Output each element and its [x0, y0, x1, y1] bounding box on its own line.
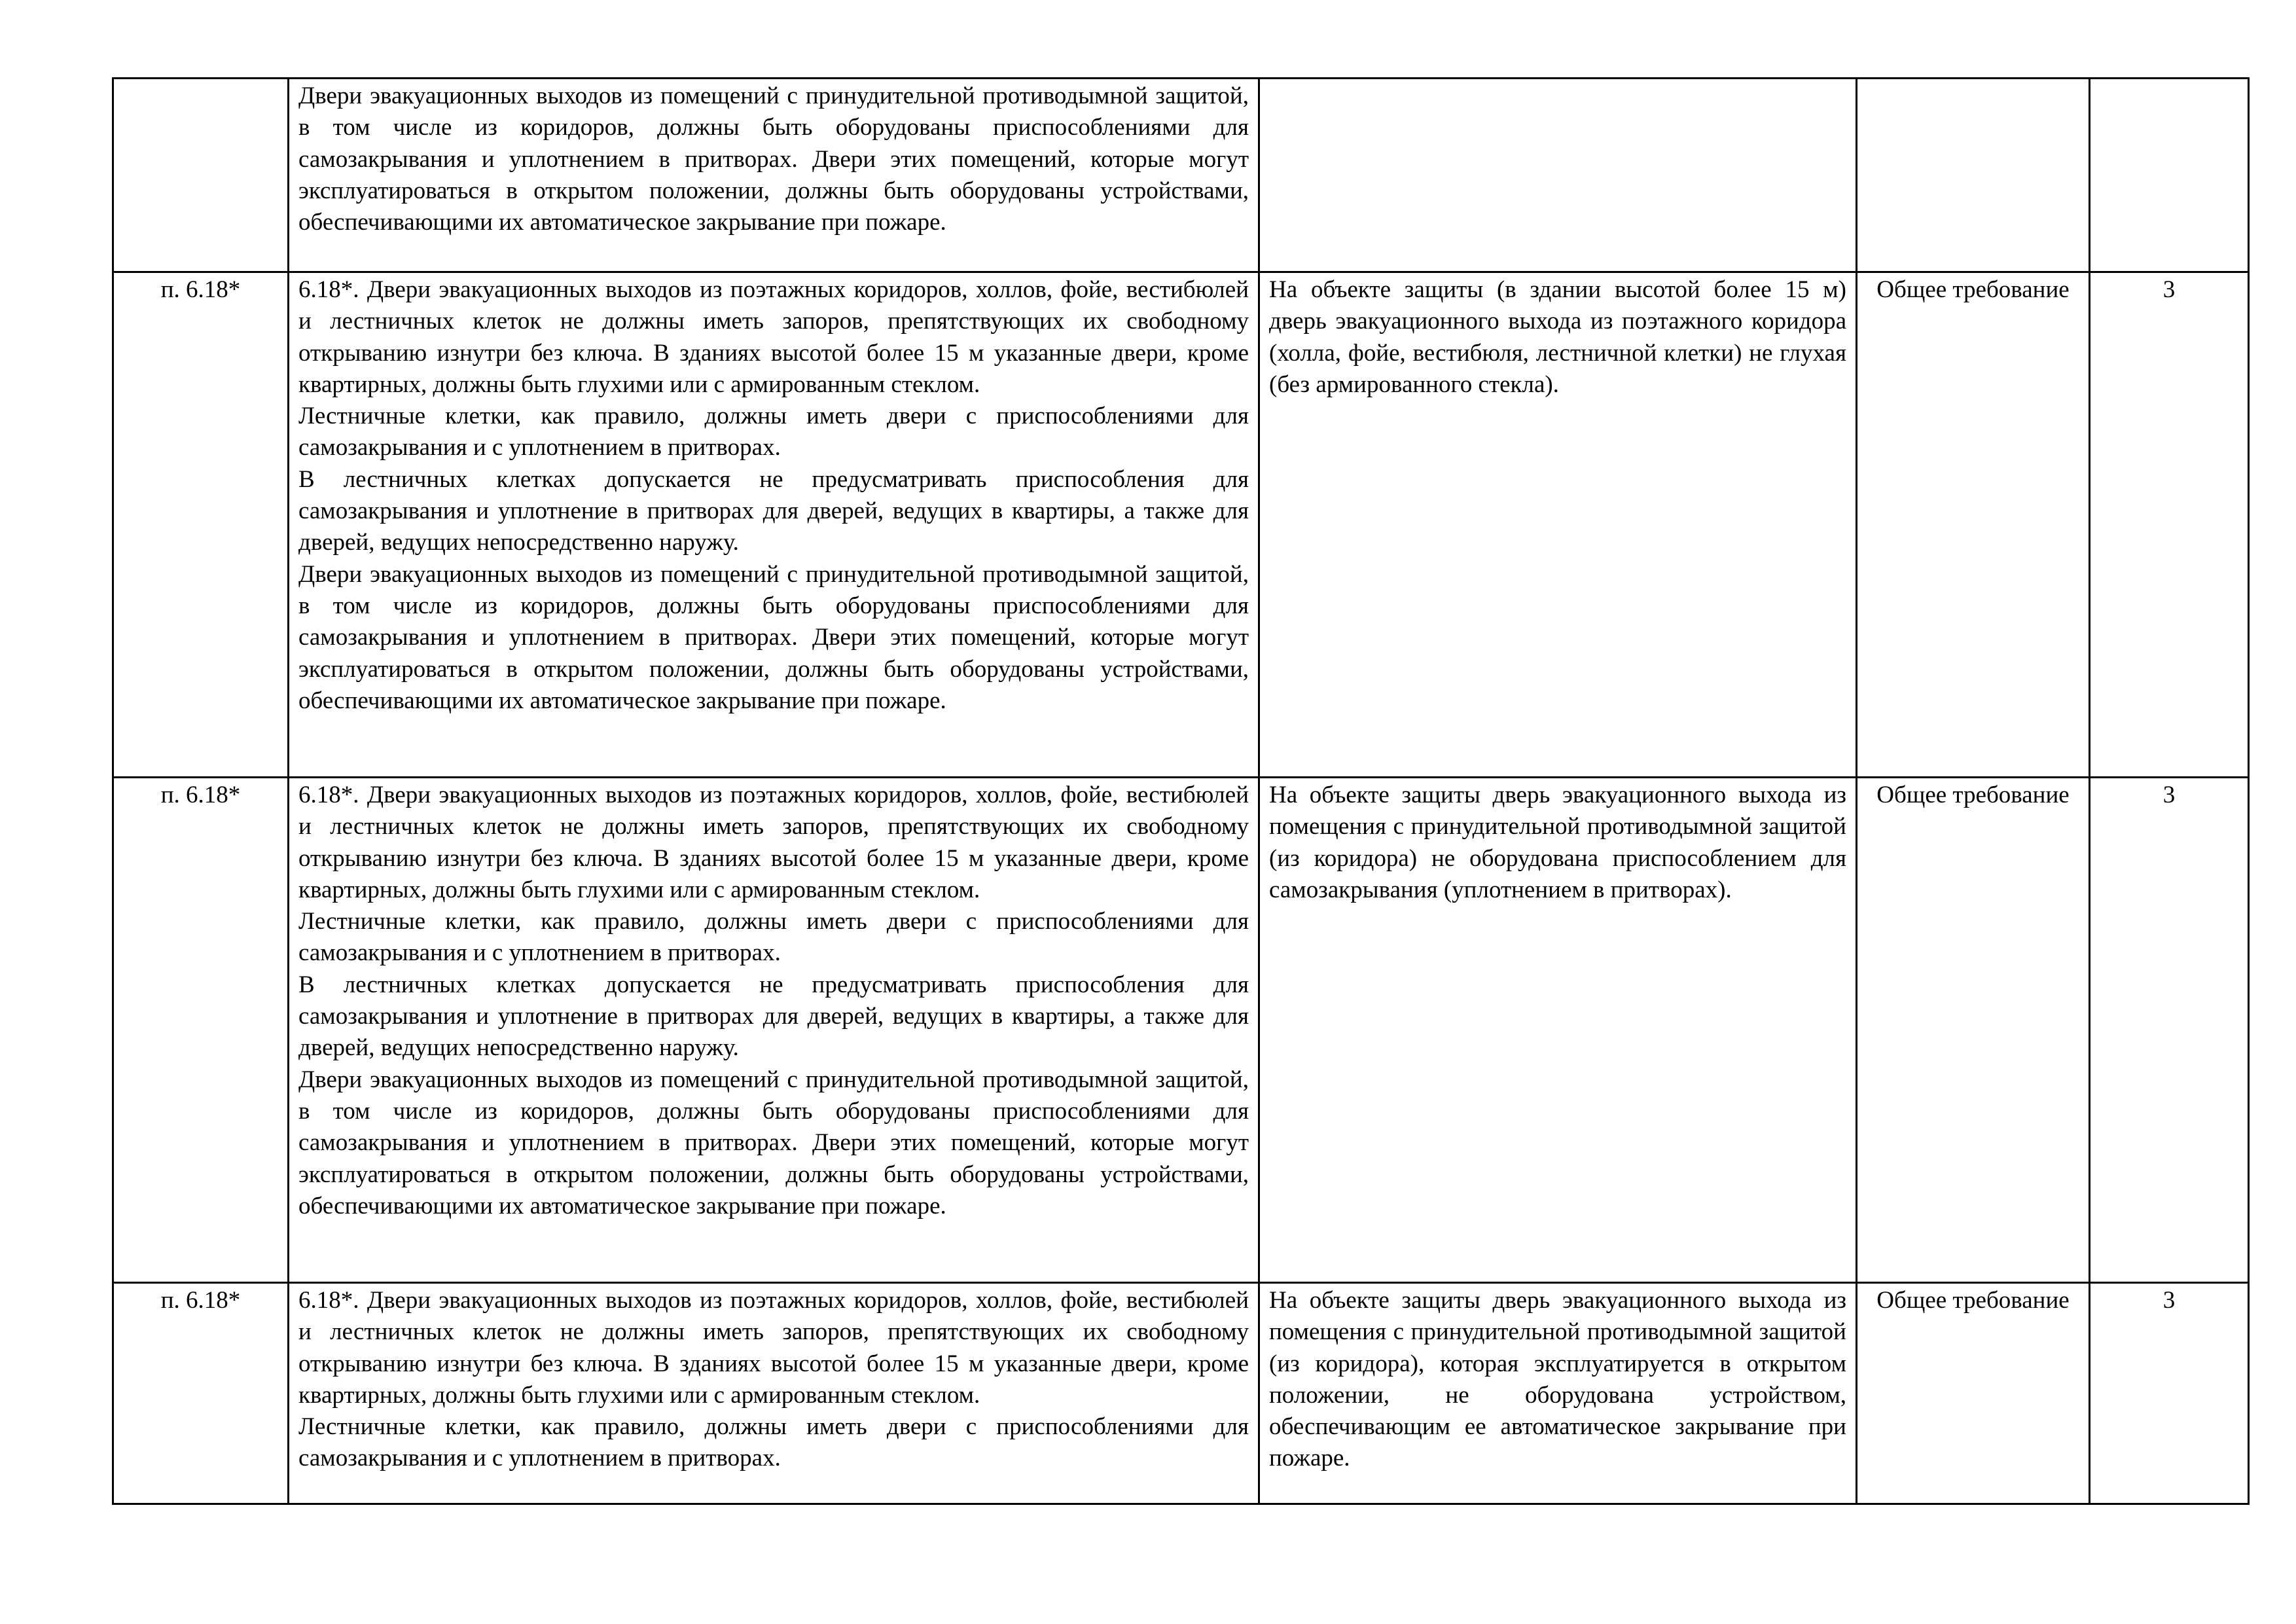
requirement-paragraph: Двери эвакуационных выходов из помещений с принудительной противодымной защитой, в том числе из коридоров, должны быть оборудованы приспособлениями для самозакрывания и уплотнением в притворах. Двери этих помещений, которые могут эксплуатироваться в открытом положении, должны быть оборудованы устройствами, обеспечивающими их автоматическое закрывание при пожаре.: [298, 560, 1249, 714]
category-cell: Общее требование: [1857, 1283, 2090, 1504]
requirement-paragraph: 6.18*. Двери эвакуационных выходов из поэтажных коридоров, холлов, фойе, вестибюлей и лестничных клеток не должны иметь запоров, препятствующих их свободному открыванию изнутри без ключа. В зданиях высотой более 15 м указанные двери, кроме квартирных, должны быть глухими или с армированным стеклом.: [298, 782, 1249, 903]
table-row: [113, 778, 2249, 1283]
count-cell: 3: [2090, 778, 2249, 1283]
ref-cell: п. 6.18*: [113, 1283, 289, 1504]
violation-cell: [1259, 778, 1857, 1283]
category-cell: [1857, 79, 2090, 272]
requirement-cell: [289, 272, 1259, 778]
count-cell: [2090, 79, 2249, 272]
requirement-cell: [289, 778, 1259, 1283]
requirement-cell: [289, 79, 1259, 272]
count-cell: 3: [2090, 1283, 2249, 1504]
violation-cell: [1259, 272, 1857, 778]
violation-cell: [1259, 1283, 1857, 1504]
violation-text: На объекте защиты дверь эвакуационного выхода из помещения с принудительной противодымной защитой (из коридора) не оборудована приспособлением для самозакрывания (уплотнением в притворах).: [1269, 782, 1846, 903]
requirement-paragraph: 6.18*. Двери эвакуационных выходов из поэтажных коридоров, холлов, фойе, вестибюлей и лестничных клеток не должны иметь запоров, препятствующих их свободному открыванию изнутри без ключа. В зданиях высотой более 15 м указанные двери, кроме квартирных, должны быть глухими или с армированным стеклом.: [298, 1287, 1249, 1409]
count-cell: 3: [2090, 272, 2249, 778]
category-cell: Общее требование: [1857, 272, 2090, 778]
violation-text: На объекте защиты (в здании высотой более 15 м) дверь эвакуационного выхода из поэтажного коридора (холла, фойе, вестибюля, лестничной клетки) не глухая (без армированного стекла).: [1269, 276, 1846, 398]
requirement-paragraph: В лестничных клетках допускается не предусматривать приспособления для самозакрывания и уплотнение в притворах для дверей, ведущих в квартиры, а также для дверей, ведущих непосредственно наружу.: [298, 971, 1249, 1062]
ref-cell: п. 6.18*: [113, 778, 289, 1283]
requirement-paragraph: В лестничных клетках допускается не предусматривать приспособления для самозакрывания и уплотнение в притворах для дверей, ведущих в квартиры, а также для дверей, ведущих непосредственно наружу.: [298, 465, 1249, 556]
table-row: [113, 1283, 2249, 1504]
requirement-paragraph: Двери эвакуационных выходов из помещений с принудительной противодымной защитой, в том числе из коридоров, должны быть оборудованы приспособлениями для самозакрывания и уплотнением в притворах. Двери этих помещений, которые могут эксплуатироваться в открытом положении, должны быть оборудованы устройствами, обеспечивающими их автоматическое закрывание при пожаре.: [298, 1066, 1249, 1219]
requirement-paragraph: 6.18*. Двери эвакуационных выходов из поэтажных коридоров, холлов, фойе, вестибюлей и лестничных клеток не должны иметь запоров, препятствующих их свободному открыванию изнутри без ключа. В зданиях высотой более 15 м указанные двери, кроме квартирных, должны быть глухими или с армированным стеклом.: [298, 276, 1249, 398]
requirement-paragraph: Лестничные клетки, как правило, должны иметь двери с приспособлениями для самозакрывания и с уплотнением в притворах.: [298, 908, 1249, 967]
violation-cell: [1259, 79, 1857, 272]
category-cell: Общее требование: [1857, 778, 2090, 1283]
ref-cell: [113, 79, 289, 272]
requirement-paragraph: Лестничные клетки, как правило, должны иметь двери с приспособлениями для самозакрывания и с уплотнением в притворах.: [298, 1413, 1249, 1472]
violation-text: На объекте защиты дверь эвакуационного выхода из помещения с принудительной противодымной защитой (из коридора), которая эксплуатируется в открытом положении, не оборудована устройством, обеспечивающим ее автоматическое закрывание при пожаре.: [1269, 1287, 1846, 1472]
ref-cell: п. 6.18*: [113, 272, 289, 778]
table-row: [113, 79, 2249, 272]
table-row: [113, 272, 2249, 778]
requirement-paragraph: Лестничные клетки, как правило, должны иметь двери с приспособлениями для самозакрывания и с уплотнением в притворах.: [298, 403, 1249, 461]
requirement-cell: [289, 1283, 1259, 1504]
requirements-table: [112, 77, 2250, 1505]
requirement-paragraph: Двери эвакуационных выходов из помещений с принудительной противодымной защитой, в том числе из коридоров, должны быть оборудованы приспособлениями для самозакрывания и уплотнением в притворах. Двери этих помещений, которые могут эксплуатироваться в открытом положении, должны быть оборудованы устройствами, обеспечивающими их автоматическое закрывание при пожаре.: [298, 82, 1249, 236]
